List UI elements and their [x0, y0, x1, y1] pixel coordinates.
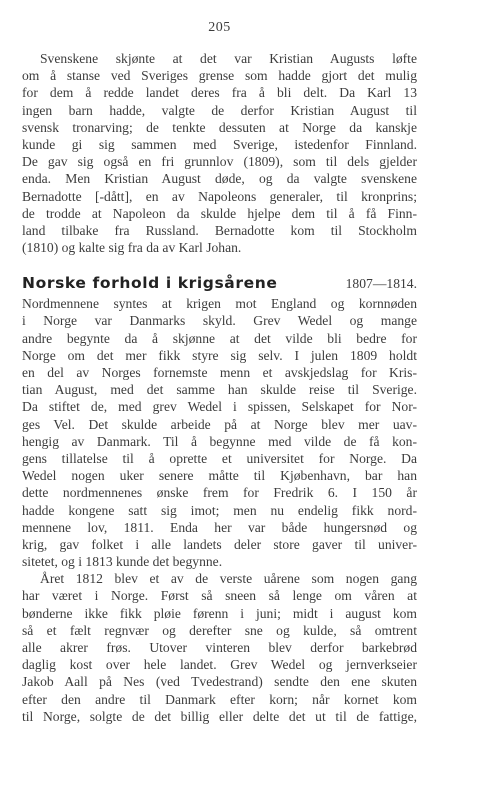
book-page — [22, 20, 417, 725]
text-line: gens tillatelse til å oprette et universitet for Norge. Da — [22, 450, 417, 466]
text-line: Nordmennene syntes at krigen mot England og kornnøden — [22, 296, 417, 312]
section-years: 1807—1814. — [345, 276, 417, 292]
paragraph-year-1812 — [22, 570, 417, 725]
text-line: har været i Norge. Først så sneen så lenge om våren at — [22, 588, 417, 604]
section-heading — [22, 274, 417, 295]
text-line: (1810) og kalte sig fra da av Karl Johan. — [22, 240, 242, 256]
text-line: svensk tronarving; de tenkte dessuten at Norge da kanskje — [22, 119, 417, 135]
text-line: en del av Norges fornemste menn et avskjedslag for Kris- — [22, 365, 417, 380]
text-line: De gav sig også en fri grunnlov (1809), som til dels gjelder — [22, 154, 417, 170]
text-line: Svenskene skjønte at det var Kristian Augusts løfte — [40, 51, 417, 66]
text-line: sitetet, og i 1813 kunde det begynne. — [22, 554, 223, 570]
text-line: ingen barn hadde, valgte de derfor Kristian August til — [22, 102, 417, 118]
text-line: kunde gi sig sammen med Sverige, istedenfor Finnland. — [22, 136, 417, 152]
text-line: Bernadotte [-dått], en av Napoleons generaler, til kronprins; — [22, 188, 417, 204]
text-line: andre begynte da å skjønne at det vilde bli bedre for — [22, 330, 417, 346]
text-line: Wedel nogen uker senere måtte til Kjøbenhavn, bar han — [22, 468, 417, 484]
section-title: Norske forhold i krigsårene — [22, 274, 278, 293]
text-line: ges Vel. Det skulde arbeide på at Norge blev mer uav- — [22, 416, 417, 432]
text-line: om å stanse ved Sveriges grense som hadde gjort det mulig — [22, 68, 417, 84]
text-line: til Norge, solgte de det billig eller delte det ut til de fattige, — [22, 708, 417, 724]
paragraph-norwegian-affairs — [22, 295, 417, 570]
paragraph-swedish-succession — [22, 50, 417, 256]
text-line: efter den andre til Danmark efter korn; når kornet kom — [22, 691, 417, 707]
text-line: mennene lov, 1811. Enda her var både hungersnød og — [22, 519, 417, 535]
text-line: dette nordmennenes ønske frem for Fredrik 6. I 150 år — [22, 485, 417, 501]
text-line: de trodde at Napoleon da skulde hjelpe dem til å få Finn- — [22, 205, 417, 221]
text-line: land tilbake fra Russland. Bernadotte kom til Stockholm — [22, 222, 417, 238]
text-line: Jakob Aall på Nes (ved Tvedestrand) sendte den ene skuten — [22, 674, 417, 690]
text-line: for dem å redde landet deres fra å bli delt. Da Karl 13 — [22, 85, 417, 101]
text-line: så et fælt regnvær og derefter sne og kulde, så omtrent — [22, 622, 417, 638]
text-line: alle akrer frøs. Utover vinteren blev derfor barkebrød — [22, 640, 417, 655]
text-line: Norge om det mer fikk styre sig selv. I julen 1809 holdt — [22, 347, 417, 363]
text-line: hadde kongene satt sig imot; men nu endelig fikk nord- — [22, 502, 417, 518]
text-line: i Norge var Danmarks skyld. Grev Wedel og mange — [22, 313, 417, 329]
text-line: krig, gav folket i alle landets deler store gaver til univer- — [22, 536, 417, 552]
text-line: Da stiftet de, med grev Wedel i spissen, Selskapet for Nor- — [22, 399, 417, 415]
text-line: bønderne ikke fikk pløie førenn i juni; midt i august kom — [22, 605, 417, 621]
page-number: 205 — [208, 20, 231, 35]
text-line: tian August, med det samme han skulde reise til Sverige. — [22, 382, 417, 398]
text-line: Året 1812 blev et av de verste uårene som nogen gang — [40, 571, 417, 587]
text-line: hengig av Danmark. Til å begynne med vilde de få kon- — [22, 433, 417, 449]
text-line: enda. Men Kristian August døde, og da valgte svenskene — [22, 171, 417, 187]
text-line: daglig kost over hele landet. Grev Wedel og jernverkseier — [22, 657, 417, 673]
